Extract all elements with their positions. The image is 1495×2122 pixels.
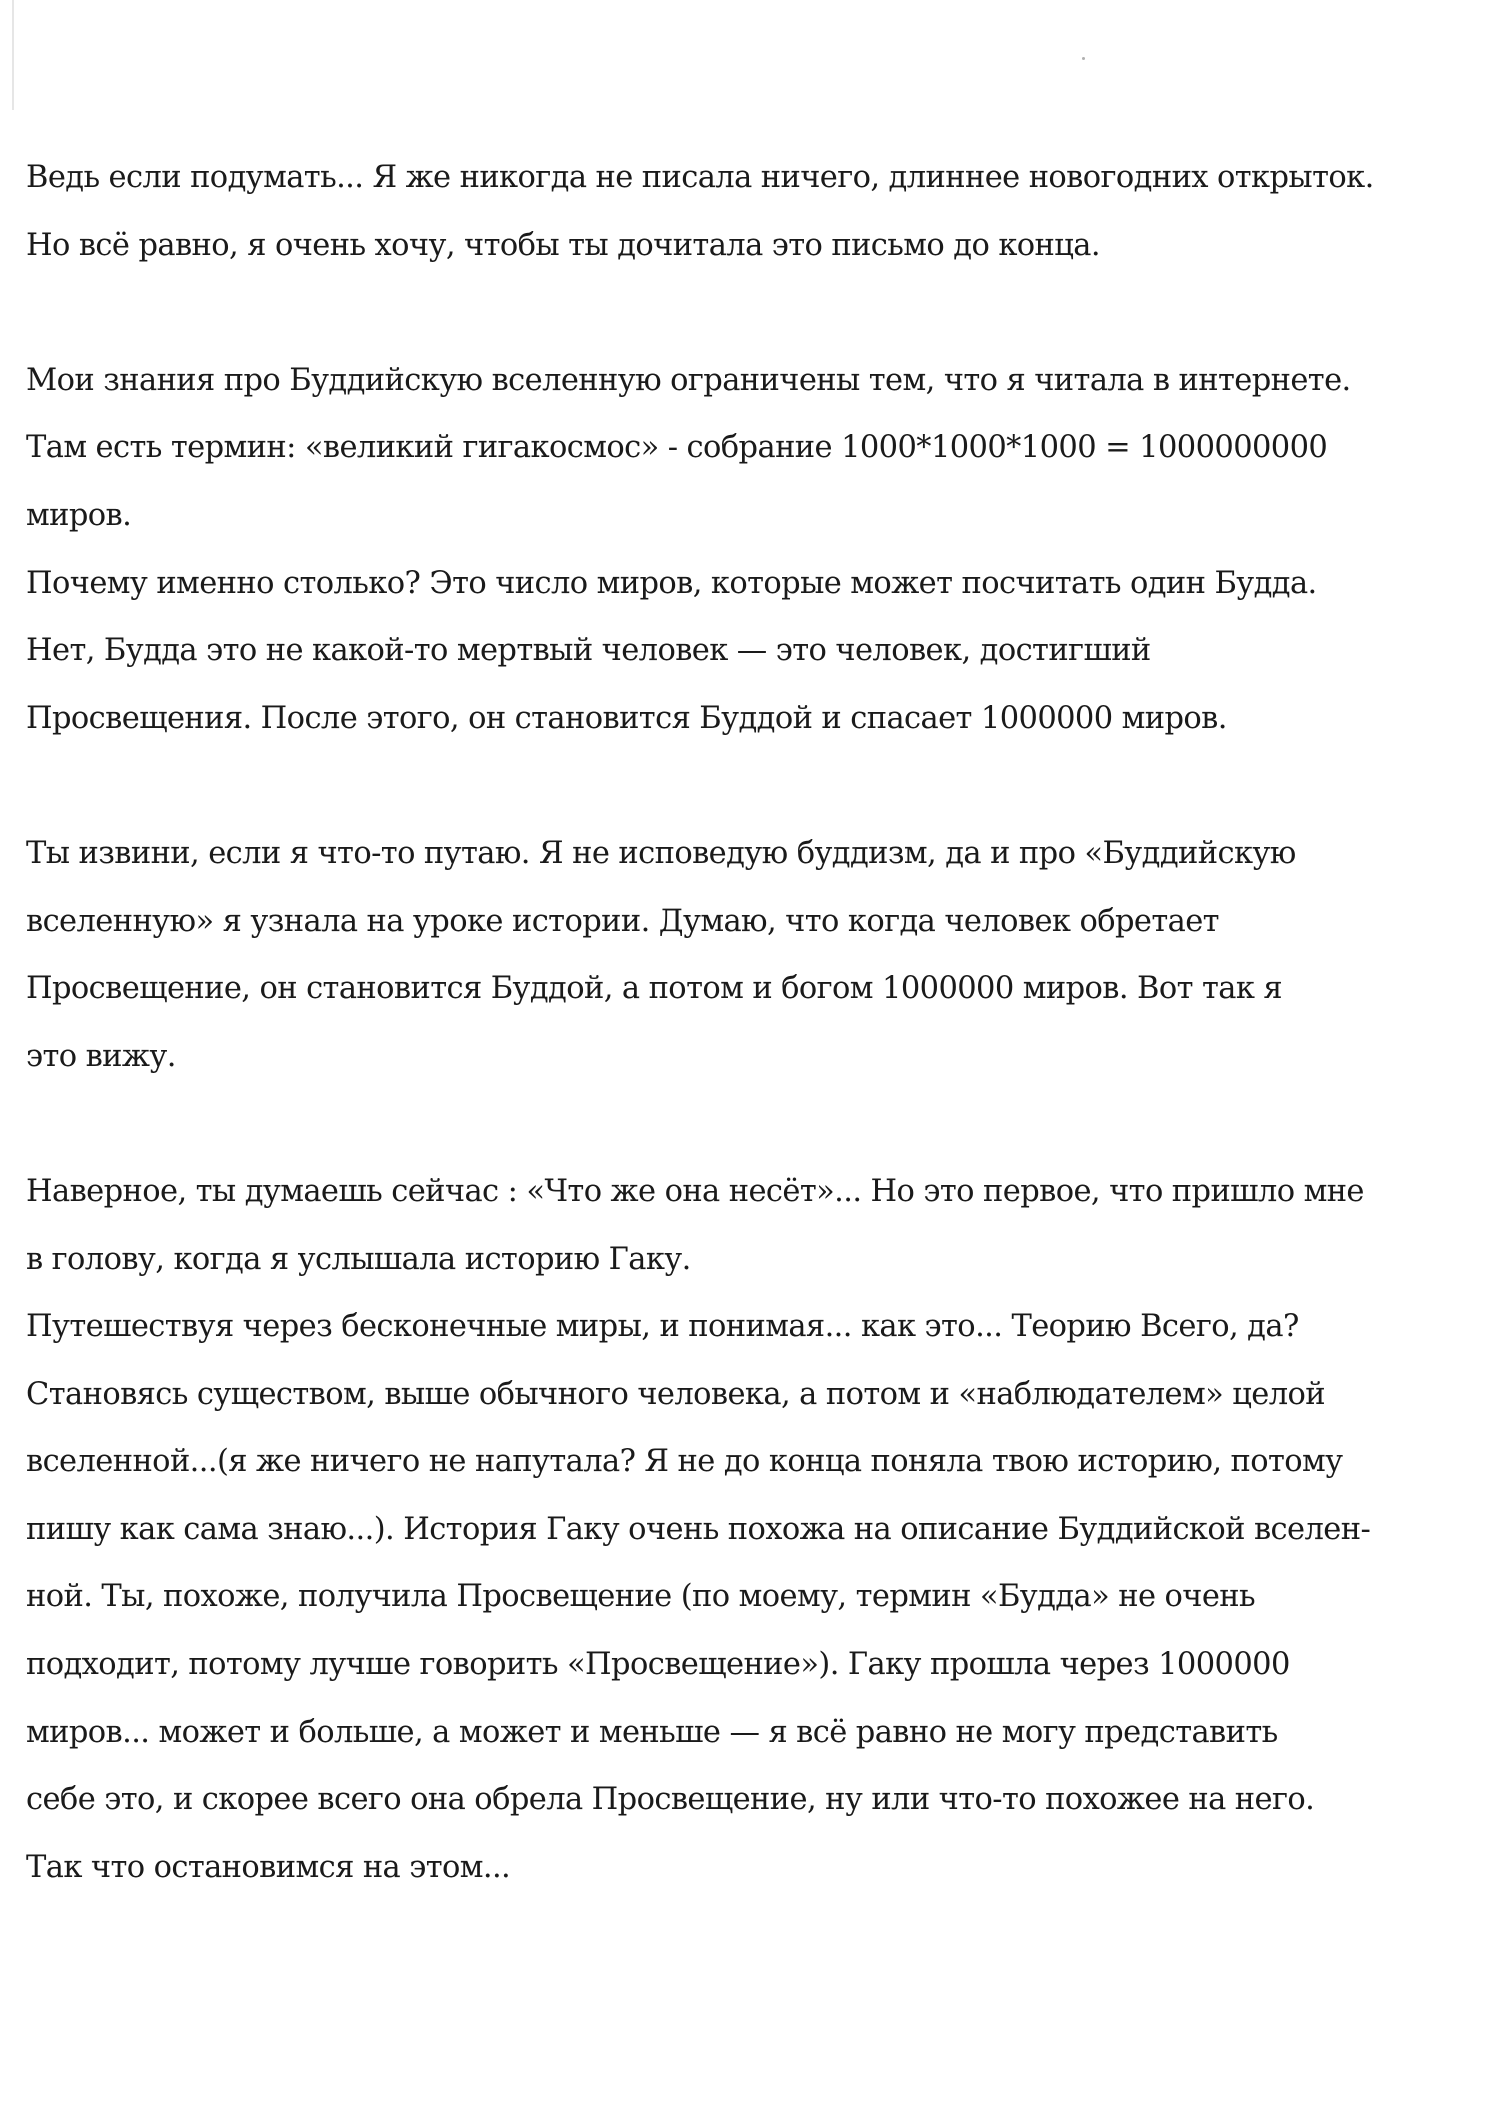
letter-line: в голову, когда я услышала историю Гаку. bbox=[26, 1241, 691, 1277]
letter-line: Там есть термин: «великий гигакосмос» - собрание 1000*1000*1000 = 1000000000 bbox=[26, 430, 1328, 466]
letter-line: себе это, и скорее всего она обрела Просвещение, ну или что-то похожее на него. bbox=[26, 1782, 1315, 1818]
letter-body bbox=[26, 144, 1476, 1901]
paragraph-gap bbox=[26, 279, 1476, 347]
page-edge-mark bbox=[12, 0, 14, 110]
letter-line: Почему именно столько? Это число миров, которые может посчитать один Будда. bbox=[26, 565, 1317, 601]
letter-line: Просвещение, он становится Буддой, а потом и богом 1000000 миров. Вот так я bbox=[26, 971, 1283, 1007]
letter-line: ной. Ты, похоже, получила Просвещение (по моему, термин «Будда» не очень bbox=[26, 1579, 1256, 1615]
letter-line: Но всё равно, я очень хочу, чтобы ты дочитала это письмо до конца. bbox=[26, 227, 1100, 263]
letter-line: Мои знания про Буддийскую вселенную ограничены тем, что я читала в интернете. bbox=[26, 362, 1351, 398]
letter-line: Нет, Будда это не какой-то мертвый человек — это человек, достигший bbox=[26, 633, 1151, 669]
letter-line: вселенную» я узнала на уроке истории. Думаю, что когда человек обретает bbox=[26, 903, 1219, 939]
letter-line: миров. bbox=[26, 497, 132, 533]
letter-line: Ты извини, если я что-то путаю. Я не исповедую буддизм, да и про «Буддийскую bbox=[26, 835, 1296, 871]
page-speck bbox=[1082, 57, 1085, 60]
letter-line: Наверное, ты думаешь сейчас : «Что же она несёт»... Но это первое, что пришло мне bbox=[26, 1173, 1364, 1209]
letter-line: пишу как сама знаю...). История Гаку очень похожа на описание Буддийской вселен- bbox=[26, 1511, 1371, 1547]
letter-line: Становясь существом, выше обычного человека, а потом и «наблюдателем» целой bbox=[26, 1376, 1325, 1412]
letter-line: подходит, потому лучше говорить «Просвещение»). Гаку прошла через 1000000 bbox=[26, 1647, 1290, 1683]
paragraph-gap bbox=[26, 1090, 1476, 1158]
letter-line: Так что остановимся на этом... bbox=[26, 1849, 511, 1885]
paragraph-gap bbox=[26, 752, 1476, 820]
letter-line: вселенной...(я же ничего не напутала? Я не до конца поняла твою историю, потому bbox=[26, 1444, 1343, 1480]
letter-line: Ведь если подумать... Я же никогда не писала ничего, длиннее новогодних открыток. bbox=[26, 160, 1374, 195]
letter-line: это вижу. bbox=[26, 1038, 176, 1074]
letter-line: Просвещения. После этого, он становится Буддой и спасает 1000000 миров. bbox=[26, 700, 1227, 736]
letter-line: Путешествуя через бесконечные миры, и понимая... как это... Теорию Всего, да? bbox=[26, 1309, 1299, 1345]
letter-line: миров... может и больше, а может и меньше — я всё равно не могу представить bbox=[26, 1714, 1278, 1750]
